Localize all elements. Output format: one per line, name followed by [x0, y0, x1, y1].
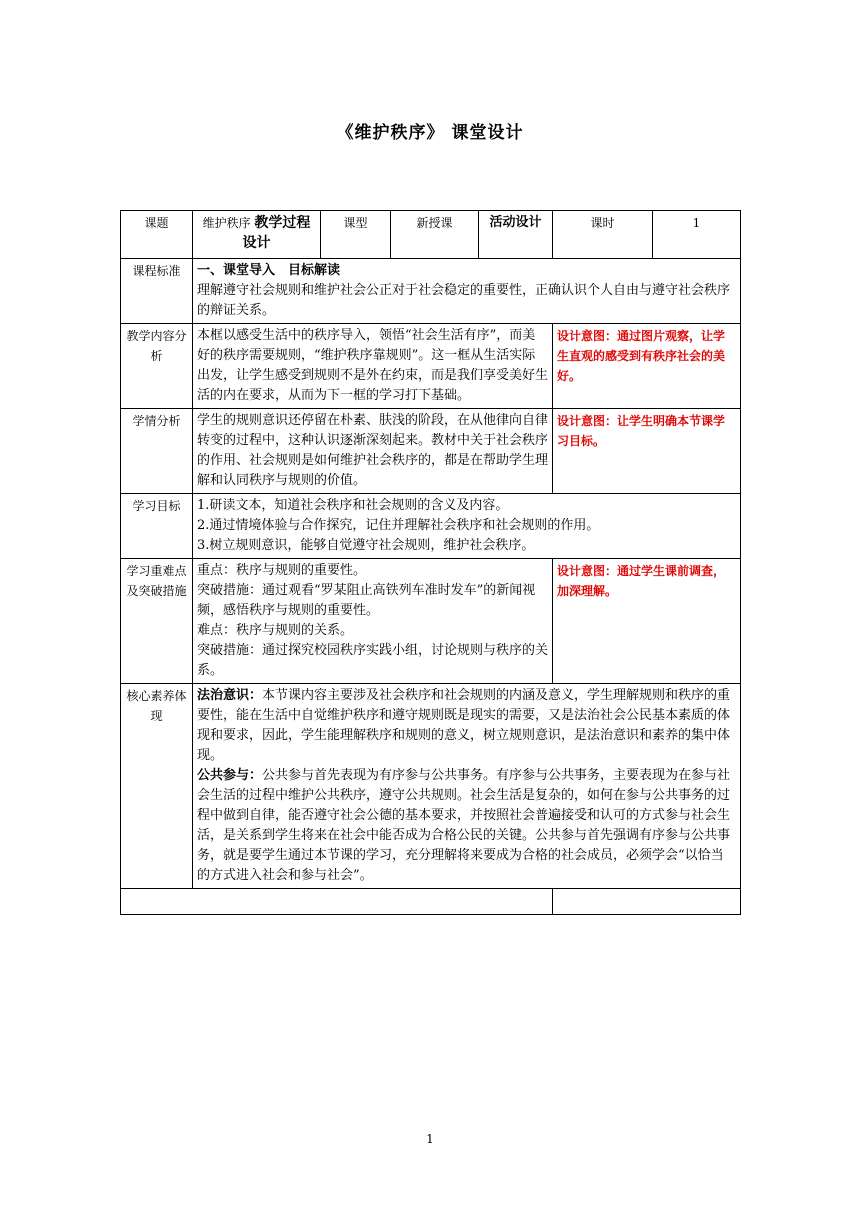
- learner-design-text: 设计意图：让学生明确本节课学习目标。: [557, 414, 726, 448]
- type-label: 课型: [321, 211, 391, 259]
- learner-label: 学情分析: [121, 409, 193, 494]
- goal-item: 2.通过情境体验与合作探究，记住并理解社会秩序和社会规则的作用。: [197, 518, 600, 533]
- topic-value: [193, 211, 321, 259]
- topic-value-text: 维护秩序: [202, 216, 251, 230]
- content-design: [553, 324, 741, 409]
- learner-row: [121, 409, 741, 494]
- key-item: 突破措施：通过观看“罗某阻止高铁列车准时发车”的新闻视频，感悟秩序与规则的重要性。: [197, 583, 536, 618]
- key-item: 重点：秩序与规则的重要性。: [197, 563, 367, 578]
- content-label: 教学内容分析: [121, 324, 193, 409]
- core-text: [193, 684, 741, 889]
- goals-row: [121, 494, 741, 559]
- curriculum-text: [193, 259, 741, 324]
- goals-text: [193, 494, 741, 559]
- key-label: 学习重难点及突破措施: [121, 559, 193, 684]
- key-design-text: 设计意图：通过学生课前调查，加深理解。: [557, 564, 726, 598]
- content-row: [121, 324, 741, 409]
- core-law-title: 法治意识：: [197, 688, 263, 703]
- learner-text: 学生的规则意识还停留在朴素、肤浅的阶段，在从他律向自律转变的过程中，这种认识逐渐深刻起来。教材中关于社会秩序的作用、社会规则是如何维护社会秩序的，都是在帮助学生理解和认同秩序与规则的价值。: [193, 409, 553, 494]
- header-row: [121, 211, 741, 259]
- goal-item: 1.研读文本，知道社会秩序和社会规则的含义及内容。: [197, 498, 509, 513]
- key-design: [553, 559, 741, 684]
- topic-label: 课题: [121, 211, 193, 259]
- content-text: 本框以感受生活中的秩序导入，领悟“社会生活有序”，而美好的秩序需要规则，“维护秩序靠规则”。这一框从生活实际出发，让学生感受到规则不是外在约束，而是我们享受美好生活的内在要求，从而为下一框的学习打下基础。: [193, 324, 553, 409]
- intro-heading: 一、课堂导入 目标解读: [197, 263, 341, 278]
- curriculum-label: 课程标准: [121, 259, 193, 324]
- goal-item: 3.树立规则意识，能够自觉遵守社会规则，维护社会秩序。: [197, 538, 535, 553]
- learner-design: [553, 409, 741, 494]
- core-public-body: 公共参与首先表现为有序参与公共事务。有序参与公共事务，主要表现为在参与社会生活的过程中维护公共秩序，遵守公共规则。社会生活是复杂的，如何在参与公共事务的过程中做到自律，能否遵守社会公德的基本要求，并按照社会普遍接受和认可的方式参与社会生活，是关系到学生将来在社会中能否成为合格公民的关键。公共参与首先强调有序参与公共事务，就是要学生通过本节课的学习，充分理解将来要成为合格的社会成员，必须学会“以恰当的方式进入社会和参与社会”。: [197, 768, 731, 883]
- core-public-title: 公共参与：: [197, 768, 263, 783]
- goals-label: 学习目标: [121, 494, 193, 559]
- activity-section-title: 活动设计: [479, 211, 553, 259]
- empty-row: [121, 889, 741, 915]
- lesson-plan-table: [120, 210, 741, 915]
- key-item: 难点：秩序与规则的关系。: [197, 623, 354, 638]
- core-literacy-row: [121, 684, 741, 889]
- page-title: 《维护秩序》 课堂设计: [336, 123, 524, 143]
- hours-label: 课时: [553, 211, 653, 259]
- core-label: 核心素养体现: [121, 684, 193, 889]
- hours-value: 1: [653, 211, 741, 259]
- key-text: [193, 559, 553, 684]
- curriculum-row: [121, 259, 741, 324]
- content-design-text: 设计意图：通过图片观察，让学生直观的感受到有秩序社会的美好。: [557, 329, 726, 383]
- key-points-row: [121, 559, 741, 684]
- core-law: [197, 686, 736, 766]
- curriculum-body: 理解遵守社会规则和维护社会公正对于社会稳定的重要性，正确认识个人自由与遵守社会秩序的辩证关系。: [197, 283, 731, 318]
- core-public: [197, 766, 736, 886]
- core-law-body: 本节课内容主要涉及社会秩序和社会规则的内涵及意义，学生理解规则和秩序的重要性，能在生活中自觉维护秩序和遵守规则既是现实的需要，又是法治社会公民基本素质的体现和要求，因此，学生能理解秩序和规则的意义，树立规则意识，是法治意识和素养的集中体现。: [197, 688, 731, 763]
- empty-cell: [553, 889, 741, 915]
- key-item: 突破措施：通过探究校园秩序实践小组，讨论规则与秩序的关系。: [197, 643, 549, 678]
- process-section-title: 教学过程设计: [242, 215, 311, 251]
- empty-cell: [121, 889, 553, 915]
- page-number: 1: [426, 1132, 434, 1146]
- type-value: 新授课: [391, 211, 479, 259]
